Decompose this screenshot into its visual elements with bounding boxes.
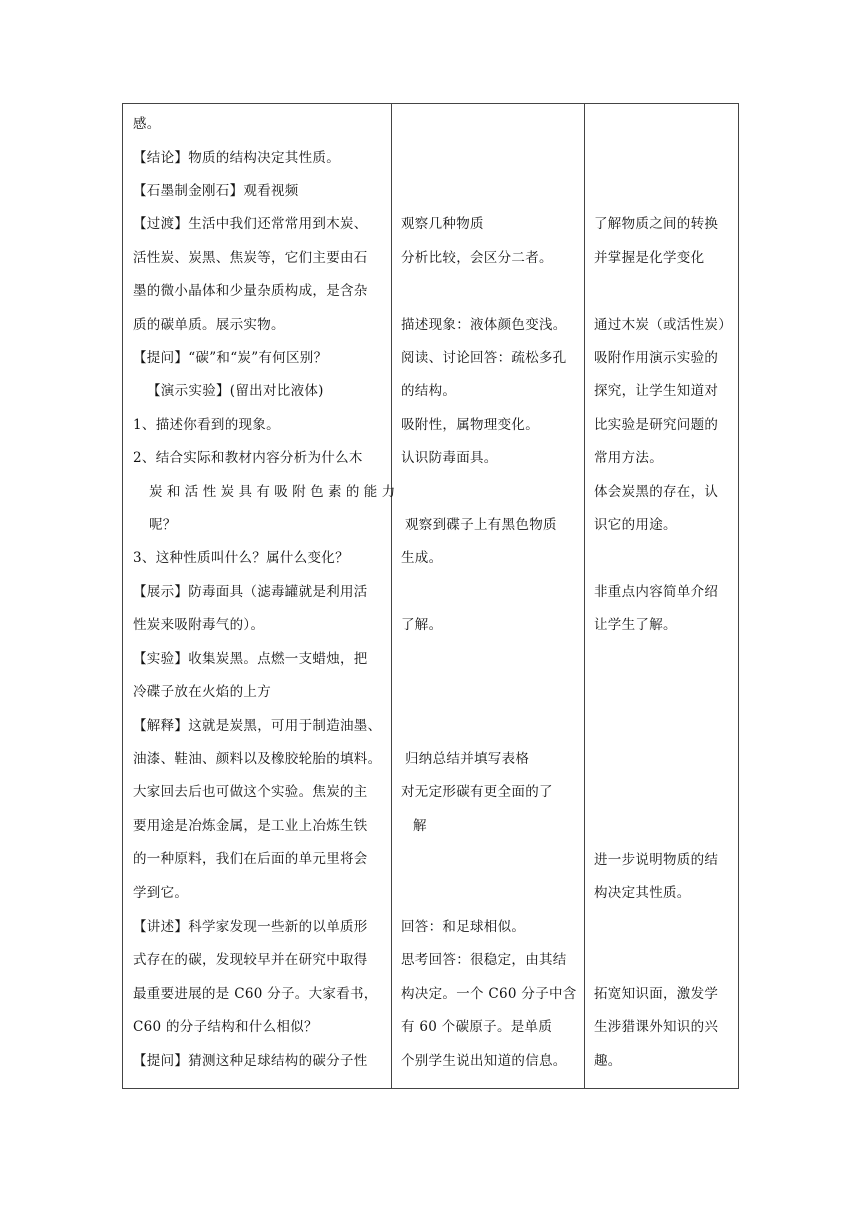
column-divider-2 — [584, 104, 585, 1088]
text-line: 非重点内容简单介绍 — [594, 584, 719, 600]
text-line: 比实验是研究问题的 — [594, 417, 719, 433]
text-line: 吸附性，属物理变化。 — [401, 417, 539, 433]
text-line: 构决定其性质。 — [594, 885, 691, 901]
text-line: 【提问】猜测这种足球结构的碳分子性 — [133, 1053, 368, 1069]
text-line: 回答：和足球相似。 — [401, 919, 526, 935]
text-line: 识它的用途。 — [594, 517, 677, 533]
lesson-table — [122, 103, 739, 1089]
text-line: 【解释】这就是炭黑，可用于制造油墨、 — [133, 718, 382, 734]
text-line: 构决定。一个 C60 分子中含 — [401, 986, 577, 1002]
text-line: 式存在的碳，发现较早并在研究中取得 — [133, 952, 368, 968]
text-line: 2、结合实际和教材内容分析为什么木 — [133, 450, 363, 466]
text-line: 的一种原料，我们在后面的单元里将会 — [133, 851, 368, 867]
text-line: 进一步说明物质的结 — [594, 852, 719, 868]
text-line: 1、描述你看到的现象。 — [133, 417, 280, 433]
text-line: 油漆、鞋油、颜料以及橡胶轮胎的填料。 — [133, 751, 382, 767]
text-line: 并掌握是化学变化 — [594, 250, 705, 266]
text-line: 体会炭黑的存在，认 — [594, 484, 719, 500]
text-line: 【过渡】生活中我们还常常用到木炭、 — [133, 216, 368, 232]
text-line: 3、这种性质叫什么？属什么变化？ — [133, 550, 349, 566]
text-line: 要用途是冶炼金属，是工业上冶炼生铁 — [133, 818, 368, 834]
text-line: 观察几种物质 — [401, 216, 484, 232]
text-line: 学到它。 — [133, 885, 189, 901]
text-line: 拓宽知识面，激发学 — [594, 986, 719, 1002]
text-line: 【展示】防毒面具（滤毒罐就是利用活 — [133, 584, 368, 600]
text-line: 最重要进展的是 C60 分子。大家看书， — [133, 986, 378, 1002]
text-line: 【讲述】科学家发现一些新的以单质形 — [133, 919, 368, 935]
text-line: 阅读、讨论回答：疏松多孔 — [401, 350, 567, 366]
text-line: 生涉猎课外知识的兴 — [594, 1019, 719, 1035]
text-line: 【演示实验】(留出对比液体) — [147, 383, 324, 399]
text-line: 了解。 — [401, 617, 443, 633]
text-line: 归纳总结并填写表格 — [405, 751, 530, 767]
text-line: 通过木炭（或活性炭） — [594, 317, 732, 333]
text-line: 炭和活性炭具有吸附色素的能力 — [149, 484, 400, 500]
text-line: C60 的分子结构和什么相似？ — [133, 1019, 318, 1035]
text-line: 质的碳单质。展示实物。 — [133, 317, 285, 333]
text-line: 【实验】收集炭黑。点燃一支蜡烛，把 — [133, 651, 368, 667]
text-line: 大家回去后也可做这个实验。焦炭的主 — [133, 784, 368, 800]
text-line: 个别学生说出知道的信息。 — [401, 1053, 567, 1069]
text-line: 【结论】物质的结构决定其性质。 — [133, 150, 340, 166]
text-line: 趣。 — [594, 1053, 622, 1069]
text-line: 有 60 个碳原子。是单质 — [401, 1019, 553, 1035]
text-line: 活性炭、炭黑、焦炭等，它们主要由石 — [133, 250, 368, 266]
text-line: 观察到碟子上有黑色物质 — [405, 517, 557, 533]
text-line: 了解物质之间的转换 — [594, 216, 719, 232]
column-divider-1 — [391, 104, 392, 1088]
text-line: 呢？ — [149, 517, 177, 533]
text-line: 冷碟子放在火焰的上方 — [133, 684, 271, 700]
text-line: 常用方法。 — [594, 450, 663, 466]
text-line: 墨的微小晶体和少量杂质构成，是含杂 — [133, 283, 368, 299]
text-line: 分析比较，会区分二者。 — [401, 250, 553, 266]
text-line: 吸附作用演示实验的 — [594, 350, 719, 366]
text-line: 性炭来吸附毒气的）。 — [133, 617, 265, 633]
text-line: 感。 — [133, 116, 161, 132]
text-line: 的结构。 — [401, 383, 457, 399]
text-line: 解 — [413, 818, 427, 834]
text-line: 对无定形碳有更全面的了 — [401, 784, 553, 800]
text-line: 生成。 — [401, 550, 443, 566]
text-line: 【石墨制金刚石】观看视频 — [133, 183, 299, 199]
text-line: 让学生了解。 — [594, 617, 677, 633]
text-line: 探究，让学生知道对 — [594, 383, 719, 399]
text-line: 认识防毒面具。 — [401, 450, 498, 466]
text-line: 【提问】“碳”和“炭”有何区别？ — [133, 350, 328, 366]
text-line: 思考回答：很稳定，由其结 — [401, 952, 567, 968]
text-line: 描述现象：液体颜色变浅。 — [401, 317, 567, 333]
